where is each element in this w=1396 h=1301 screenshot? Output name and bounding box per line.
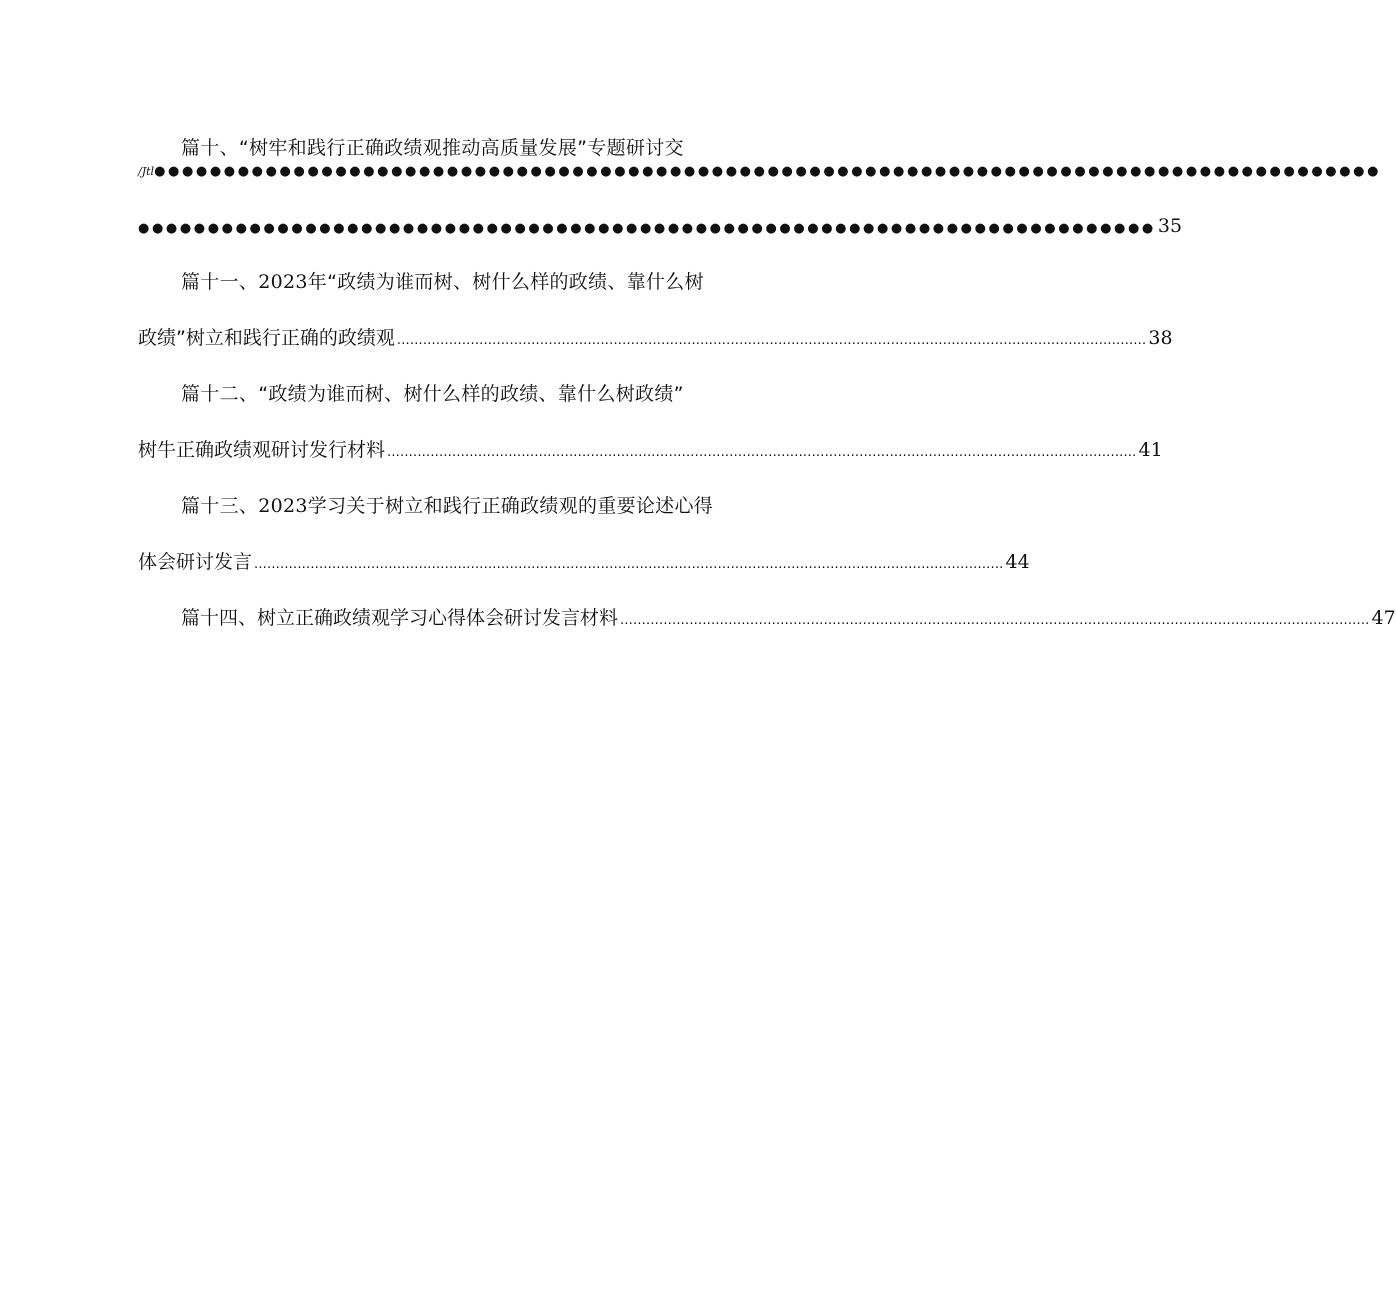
toc-entry-11-leader-line (138, 326, 1173, 353)
toc-entry-14-page: 47 (1371, 607, 1396, 629)
toc-entry-13-title-text: 学习关于树立和践行正确政绩观的重要论述心得 (307, 495, 714, 517)
toc-entry-10-title[interactable]: 篇十、“树牢和践行正确政绩观推动高质量发展”专题研讨交 (181, 137, 684, 159)
toc-entry-12-title-continued: 树牛正确政绩观研讨发行材料 (138, 439, 386, 461)
toc-entry-13-title[interactable] (181, 494, 713, 518)
dot-leader: ............................................................................................................................................................................. (396, 333, 1147, 348)
toc-entry-12-page: 41 (1138, 439, 1163, 461)
toc-entry-14-title-text: 篇十四、树立正确政绩观学习心得体会研讨发言材料 (181, 607, 619, 629)
dot-leader: ............................................................................................................................................................................. (620, 613, 1370, 628)
toc-entry-13-page: 44 (1005, 551, 1030, 573)
toc-entry-11-title[interactable] (181, 270, 704, 294)
toc-entry-11-title-continued: 政绩”树立和践行正确的政绩观 (138, 327, 395, 349)
toc-entry-10-leader-line-1 (138, 160, 1382, 184)
toc-entry-11-title-text: 年“政绩为谁而树、树什么样的政绩、靠什么树 (307, 271, 704, 293)
dot-leader: ............................................................................................................................................................................. (387, 445, 1137, 460)
toc-entry-13-leader-line (138, 550, 1030, 577)
toc-entry-11-label: 篇十一、 (181, 271, 259, 293)
toc-entry-13-year: 2023 (258, 495, 308, 517)
toc-entry-13-title-continued: 体会研讨发言 (138, 551, 253, 573)
toc-entry-12-leader-line (138, 438, 1163, 465)
toc-entry-14-title[interactable] (181, 606, 1396, 633)
toc-entry-10-page: 35 (1157, 215, 1183, 237)
toc-entry-10-title-continued: /Jtl (138, 165, 155, 178)
dot-leader: ●●●●●●●●●●●●●●●●●●●●●●●●●●●●●●●●●●●●●●●●●●●●●●●●●●●●●●●●●●●●●●●●●●●●●●●●● (138, 221, 1156, 236)
toc-entry-11-page: 38 (1148, 327, 1173, 349)
toc-entry-12-title[interactable]: 篇十二、“政绩为谁而树、树什么样的政绩、靠什么树政绩” (181, 383, 684, 405)
dot-leader: ............................................................................................................................................................................. (254, 557, 1004, 572)
toc-entry-13-label: 篇十三、 (181, 495, 259, 517)
dot-leader: ●●●●●●●●●●●●●●●●●●●●●●●●●●●●●●●●●●●●●●●●●●●●●●●●●●●●●●●●●●●●●●●●●●●●●●●●●●●●●●●●●●●●●●●● (154, 164, 1382, 179)
toc-entry-10-leader-line-2 (138, 214, 1183, 241)
toc-entry-11-year: 2023 (258, 271, 308, 293)
